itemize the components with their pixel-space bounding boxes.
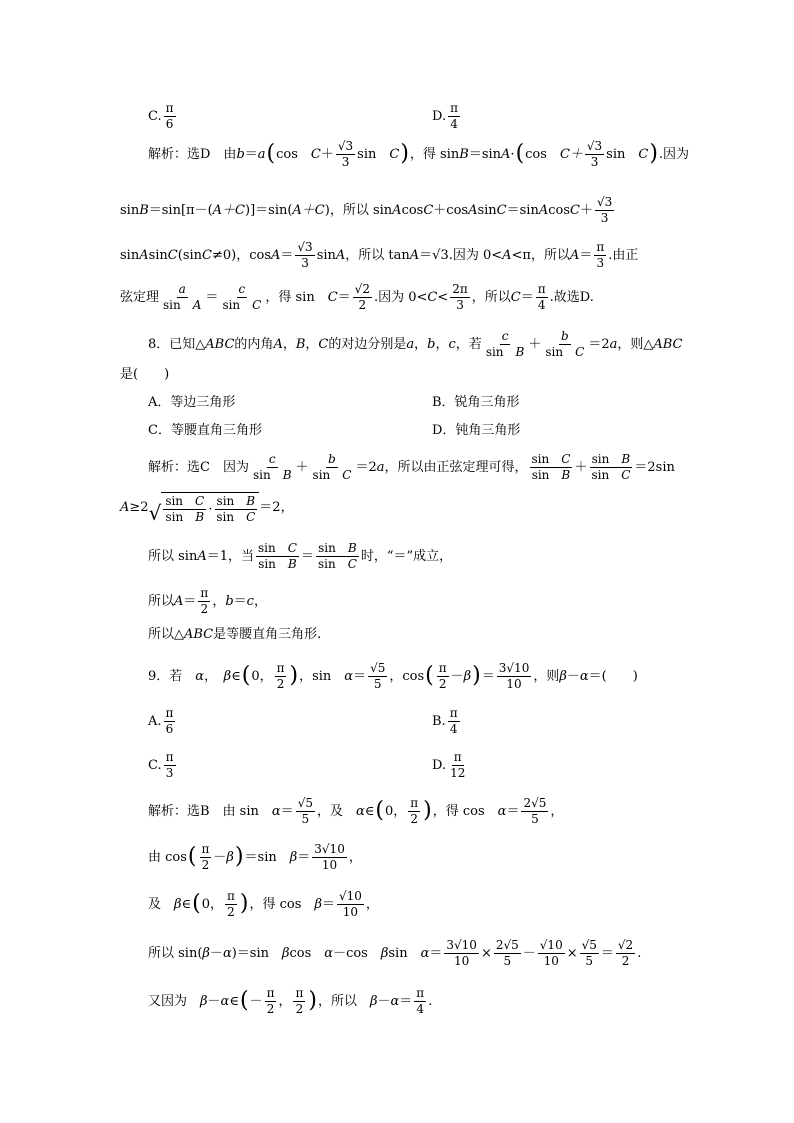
q8-option-c: C．等腰直角三角形 (148, 423, 262, 438)
fraction: $\frac{√5}{5}$ (297, 796, 313, 826)
q8-option-d: D．钝角三角形 (432, 423, 521, 438)
fraction: $\frac{√5}{5}$ (370, 661, 386, 691)
fraction: $\frac{√2}{2}$ (354, 282, 370, 312)
fraction: $\frac{\pi}{6}$ (165, 101, 174, 131)
option-label: C. (148, 108, 162, 124)
fraction: $\frac{\pi}{4}$ (537, 282, 546, 312)
q8-solution-line-5: 所以△ ABC 是等腰直角三角形. (148, 627, 322, 642)
fraction: $\frac{3√10}{10}$ (498, 661, 530, 691)
fraction: $\frac{\text{sin C}}{\text{sin B}}$ (165, 494, 205, 524)
q9-solution-line-3: 及 β ∈ ( 0， $\frac{\pi}{2}$ ) ，得 cos β ＝ $\frac{√10}{10}$ ， (148, 889, 379, 919)
fraction: $\frac{c}{\text{sin C}}$ (222, 282, 262, 312)
q8-solution-line-2: A ≥2 √ $\frac{\text{sin C}}{\text{sin B}}$ · $\frac{\text{sin B}}{\text{sin C}}$ ＝2， (120, 494, 294, 526)
fraction: $\frac{\pi}{4}$ (416, 986, 425, 1016)
q9-option-a: A. $\frac{\pi}{6}$ (148, 706, 174, 736)
fraction: $\frac{\pi}{2}$ (276, 661, 285, 691)
q9-solution-line-5: 又因为 β － α ∈ ( － $\frac{\pi}{2}$ ， $\frac{\pi}{2}$ ) ，所以 β － α ＝ $\frac{\pi}{4}$ . (148, 986, 433, 1016)
q9-option-b: B. $\frac{\pi}{4}$ (432, 706, 458, 736)
q9-option-c: C. $\frac{\pi}{3}$ (148, 750, 174, 780)
fraction: $\frac{\pi}{4}$ (449, 706, 458, 736)
q8-solution-line-1: 解析：选C 因为 $\frac{c}{\text{sin B}}$ ＋ $\frac{b}{\text{sin C}}$ ＝2 a ，所以由正弦定理可得， $\frac{\text{sin C}}{\text{sin B}}$ ＋ $\frac{\text{sin B}}{\text{sin C}}$ ＝2sin (148, 452, 675, 482)
fraction: $\frac{√10}{10}$ (539, 938, 563, 968)
fraction: $\frac{√3}{3}$ (297, 240, 313, 270)
fraction: $\frac{√10}{10}$ (338, 889, 362, 919)
fraction: $\frac{\pi}{2}$ (200, 586, 209, 616)
q8-solution-line-4: 所以 A ＝ $\frac{\pi}{2}$ ， b ＝ c ， (148, 586, 267, 616)
fraction: $\frac{\pi}{2}$ (438, 661, 447, 691)
fraction: $\frac{\pi}{2}$ (201, 842, 210, 872)
option-label: D. (432, 108, 447, 124)
q9-solution-line-1: 解析：选B 由 sin α ＝ $\frac{√5}{5}$ ，及 α ∈ ( 0， $\frac{\pi}{2}$ ) ，得 cos α ＝ $\frac{2√5}{5}$ ， (148, 796, 564, 826)
q7-solution-line-3: sin A sin C (sin C ≠0)，cos A ＝ $\frac{√3}{3}$ sin A ，所以 tan A ＝√3.因为 0< A <π，所以 A ＝ $\frac{\pi}{3}$ .由正 (120, 240, 639, 270)
radical: √ $\frac{\text{sin C}}{\text{sin B}}$ · $\frac{\text{sin B}}{\text{sin C}}$ (149, 492, 260, 523)
q8-solution-line-3: 所以 sin A ＝1，当 $\frac{\text{sin C}}{\text{sin B}}$ ＝ $\frac{\text{sin B}}{\text{sin C}}$ 时，“＝”成立， (148, 541, 453, 571)
q8-stem-line-2: 是( ) (120, 367, 170, 382)
fraction: $\frac{c}{\text{sin B}}$ (252, 452, 292, 482)
fraction: $\frac{\pi}{4}$ (450, 101, 458, 131)
fraction: $\frac{\text{sin B}}{\text{sin C}}$ (591, 452, 631, 482)
fraction: $\frac{2√5}{5}$ (495, 938, 519, 968)
fraction: $\frac{c}{\text{sin B}}$ (485, 329, 525, 359)
q8-stem: 8．已知△ ABC 的内角 A ， B ， C 的对边分别是 a ， b ， c ，若 $\frac{c}{\text{sin B}}$ ＋ $\frac{b}{\text{sin C}}$ ＝2 a ，则△ ABC (148, 329, 683, 359)
fraction: $\frac{\pi}{12}$ (450, 750, 466, 780)
q8-option-a: A．等边三角形 (148, 395, 236, 410)
fraction: $\frac{b}{\text{sin C}}$ (312, 452, 352, 482)
q7-solution-line-2: sin B ＝sin[π－( A＋C )]＝sin( A＋C )，所以 sin A cos C ＋cos A sin C ＝sin A cos C ＋ $\frac{√3}{3}$ (120, 195, 613, 225)
fraction: $\frac{a}{\text{sin A}}$ (163, 282, 202, 312)
q9-solution-line-2: 由 cos ( $\frac{\pi}{2}$ － β ) ＝sin β ＝ $\frac{3√10}{10}$ ， (148, 842, 362, 872)
q7-option-c (148, 102, 178, 130)
fraction: $\frac{\pi}{3}$ (165, 750, 174, 780)
fraction: $\frac{\pi}{2}$ (295, 986, 304, 1016)
fraction: $\frac{\text{sin B}}{\text{sin C}}$ (216, 494, 256, 524)
q7-solution-line-1: 解析：选D 由 b ＝ a ( cos C ＋ $\frac{√3}{3}$ sin C ) ，得 sin B ＝sin A · ( cos C＋ $\frac{√3}{3}$ sin C ) .因为 (148, 139, 690, 169)
q9-stem: 9．若 α ， β ∈ ( 0， $\frac{\pi}{2}$ ) ，sin α ＝ $\frac{√5}{5}$ ，cos ( $\frac{\pi}{2}$ － β ) ＝ $\frac{3√10}{10}$ ，则 β － α ＝( ) (148, 661, 638, 691)
fraction: $\frac{√5}{5}$ (581, 938, 597, 968)
fraction: $\frac{√2}{2}$ (617, 938, 634, 968)
q7-solution-line-4: 弦定理 $\frac{a}{\text{sin A}}$ ＝ $\frac{c}{\text{sin C}}$ ，得 sin C ＝ $\frac{√2}{2}$ .因为 0< C < $\frac{2\pi}{3}$ ，所以 C ＝ $\frac{\pi}{4}$ .故选D. (120, 282, 594, 312)
fraction: $\frac{\pi}{6}$ (165, 706, 174, 736)
fraction: $\frac{√3}{3}$ (596, 195, 613, 225)
q7-option-d (432, 102, 462, 130)
q8-option-b: B．锐角三角形 (432, 395, 520, 410)
fraction: $\frac{\pi}{3}$ (596, 240, 605, 270)
fraction: $\frac{\pi}{2}$ (266, 986, 275, 1016)
fraction: $\frac{b}{\text{sin C}}$ (545, 329, 585, 359)
fraction: $\frac{2\pi}{3}$ (452, 282, 468, 312)
fraction: $\frac{3√10}{10}$ (446, 938, 477, 968)
q9-option-d: D. $\frac{\pi}{12}$ (432, 750, 466, 780)
fraction: $\frac{\pi}{2}$ (227, 889, 235, 919)
fraction: $\frac{√3}{3}$ (586, 139, 603, 169)
q9-solution-line-4: 所以 sin( β － α )＝sin β cos α －cos β sin α ＝ $\frac{3√10}{10}$ × $\frac{2√5}{5}$ － $\frac{√10}{10}$ × $\frac{√5}{5}$ ＝ $\frac{√2}{2}$ . (148, 938, 642, 968)
fraction: $\frac{\text{sin C}}{\text{sin B}}$ (531, 452, 571, 482)
fraction: $\frac{√3}{3}$ (337, 139, 354, 169)
fraction: $\frac{2√5}{5}$ (523, 796, 547, 826)
fraction: $\frac{\pi}{2}$ (410, 796, 419, 826)
fraction: $\frac{\text{sin C}}{\text{sin B}}$ (258, 541, 297, 571)
fraction: $\frac{\text{sin B}}{\text{sin C}}$ (317, 541, 357, 571)
fraction: $\frac{3√10}{10}$ (314, 842, 345, 872)
